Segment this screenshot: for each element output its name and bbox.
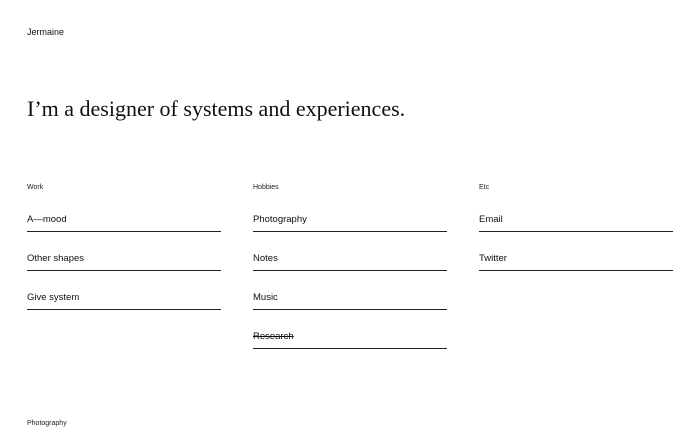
link-label: Music <box>253 292 278 303</box>
link-label: Twitter <box>479 253 507 264</box>
site-name-link[interactable]: Jermaine <box>27 27 65 37</box>
link-label: Other shapes <box>27 253 85 264</box>
list-item <box>253 232 447 271</box>
list-item <box>253 212 447 232</box>
list-item <box>27 212 221 232</box>
link-label: Photography <box>253 214 307 225</box>
hobbies-link-notes[interactable] <box>253 232 447 271</box>
work-link-list <box>27 212 221 310</box>
list-item <box>253 271 447 310</box>
list-item <box>27 232 221 271</box>
etc-link-list <box>479 212 673 271</box>
list-item <box>253 310 447 349</box>
work-heading: Work <box>27 184 44 191</box>
list-item <box>479 212 673 232</box>
etc-heading: Etc <box>479 184 490 191</box>
work-column <box>27 183 221 310</box>
link-label: Research <box>253 331 294 342</box>
link-label: A—mood <box>27 214 67 225</box>
hobbies-link-photography[interactable] <box>253 212 447 232</box>
hero-headline: I’m a designer of systems and experiences. <box>27 96 406 121</box>
list-item <box>479 232 673 271</box>
hobbies-link-music[interactable] <box>253 271 447 310</box>
hobbies-column <box>253 183 447 349</box>
link-label: Email <box>479 214 503 225</box>
hobbies-link-research[interactable] <box>253 310 447 349</box>
work-link-give-system[interactable] <box>27 271 221 310</box>
etc-link-email[interactable] <box>479 212 673 232</box>
etc-column <box>479 183 673 271</box>
link-label: Notes <box>253 253 278 264</box>
etc-link-twitter[interactable] <box>479 232 673 271</box>
hobbies-heading: Hobbies <box>253 184 279 191</box>
list-item <box>27 271 221 310</box>
work-link-a-mood[interactable] <box>27 212 221 232</box>
work-link-other-shapes[interactable] <box>27 232 221 271</box>
hobbies-link-list <box>253 212 447 349</box>
section-label-photography: Photography <box>27 420 67 427</box>
link-label: Give system <box>27 292 80 303</box>
